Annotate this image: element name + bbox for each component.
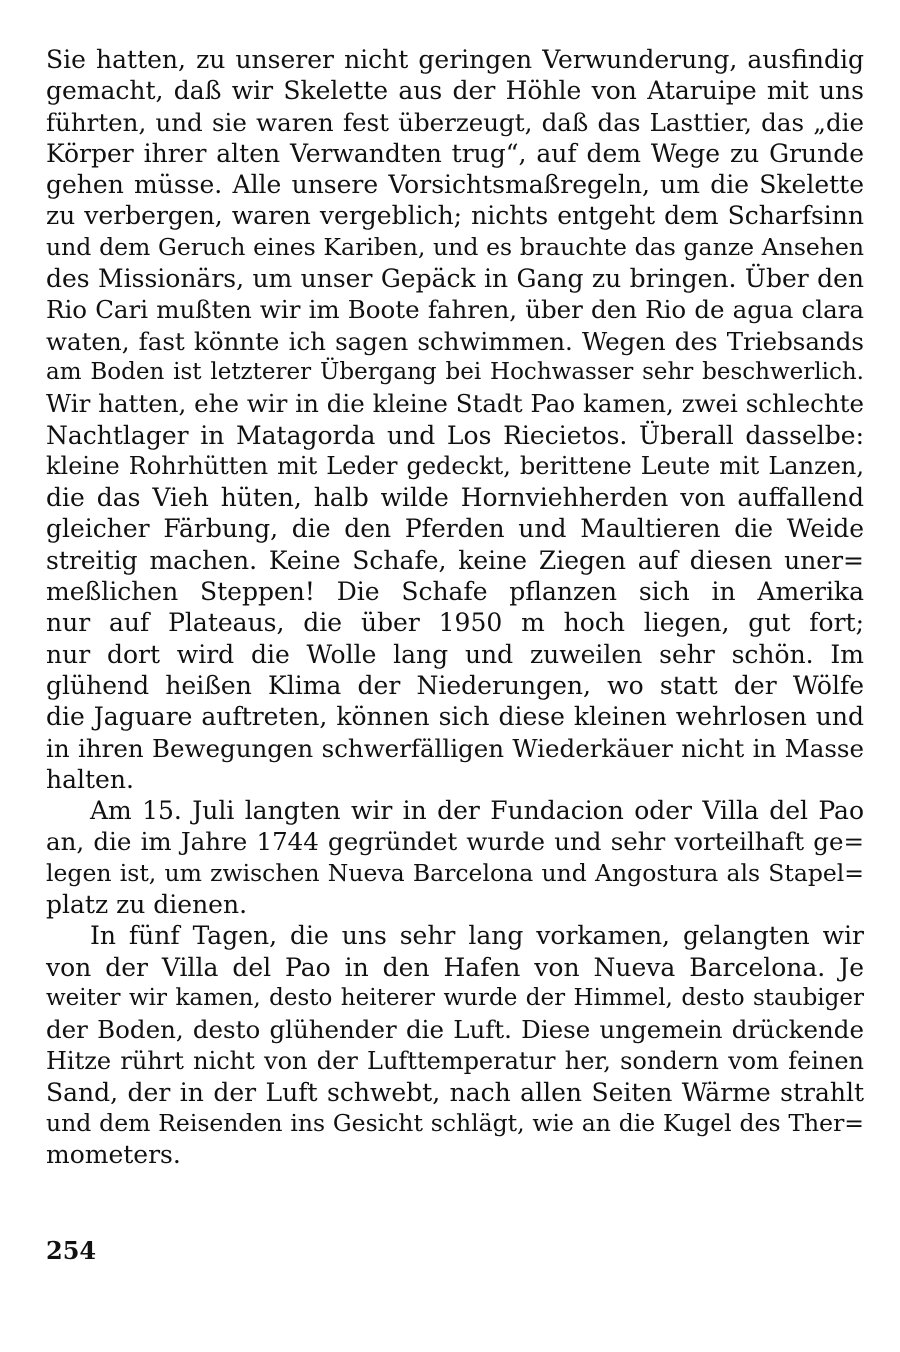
text-line: die Jaguare auftreten, können sich diese kleinen wehrlosen und [46, 702, 864, 732]
text-line: Hitze rührt nicht von der Lufttemperatur her, sondern vom feinen [46, 1046, 864, 1075]
text-line: In fünf Tagen, die uns sehr lang vorkamen, gelangten wir [90, 921, 864, 951]
text-line: Am 15. Juli langten wir in der Fundacion oder Villa del Pao [90, 796, 864, 826]
text-line: am Boden ist letzterer Übergang bei Hochwasser sehr beschwerlich. [46, 358, 864, 385]
text-line: waten, fast könnte ich sagen schwimmen. Wegen des Triebsands [46, 326, 864, 356]
text-line: in ihren Bewegungen schwerfälligen Wiederkäuer nicht in Masse [46, 733, 864, 763]
text-line: des Missionärs, um unser Gepäck in Gang zu bringen. Über den [46, 264, 864, 294]
text-line: an, die im Jahre 1744 gegründet wurde und sehr vorteilhaft ge= [46, 827, 864, 857]
text-line: der Boden, desto glühender die Luft. Diese ungemein drückende [46, 1015, 864, 1045]
paragraph-1 [46, 44, 864, 795]
text-line: gemacht, daß wir Skelette aus der Höhle von Ataruipe mit uns [46, 76, 864, 106]
text-line: von der Villa del Pao in den Hafen von Nueva Barcelona. Je [46, 952, 864, 982]
text-line: meßlichen Steppen! Die Schafe pflanzen sich in Amerika [46, 577, 864, 607]
paragraph-2 [46, 795, 864, 920]
text-line: Wir hatten, ehe wir in die kleine Stadt Pao kamen, zwei schlechte [46, 389, 864, 419]
text-line: Sie hatten, zu unserer nicht geringen Verwunderung, ausfindig [46, 45, 864, 74]
text-line: streitig machen. Keine Schafe, keine Ziegen auf diesen uner= [46, 545, 864, 575]
text-line: legen ist, um zwischen Nueva Barcelona und Angostura als Stapel= [46, 858, 864, 887]
text-line: führten, und sie waren fest überzeugt, daß das Lasttier, das „die [46, 107, 864, 137]
text-line: und dem Reisenden ins Gesicht schlägt, wie an die Kugel des Ther= [46, 1109, 864, 1138]
text-line: Nachtlager in Matagorda und Los Riecietos. Überall dasselbe: [46, 420, 864, 450]
text-line: mometers. [46, 1140, 181, 1170]
text-line: weiter wir kamen, desto heiterer wurde der Himmel, desto staubiger [46, 984, 864, 1011]
text-line: nur auf Plateaus, die über 1950 m hoch liegen, gut fort; [46, 608, 864, 638]
text-line: Rio Cari mußten wir im Boote fahren, über den Rio de agua clara [46, 295, 864, 325]
paragraph-3 [46, 920, 864, 1170]
text-line: nur dort wird die Wolle lang und zuweilen sehr schön. Im [46, 639, 864, 669]
page-number: 254 [46, 1236, 97, 1265]
text-line: gehen müsse. Alle unsere Vorsichtsmaßregeln, um die Skelette [46, 170, 864, 200]
text-line: und dem Geruch eines Kariben, und es brauchte das ganze Ansehen [46, 232, 864, 261]
text-line: Körper ihrer alten Verwandten trug“, auf dem Wege zu Grunde [46, 138, 864, 168]
text-line: Sand, der in der Luft schwebt, nach allen Seiten Wärme strahlt [46, 1077, 864, 1107]
page-text [46, 44, 864, 1171]
text-line: zu verbergen, waren vergeblich; nichts entgeht dem Scharfsinn [46, 201, 864, 231]
text-line: glühend heißen Klima der Niederungen, wo statt der Wölfe [46, 670, 864, 700]
text-line: die das Vieh hüten, halb wilde Hornviehherden von auffallend [46, 483, 864, 513]
text-line: halten. [46, 764, 134, 794]
text-line: platz zu dienen. [46, 890, 248, 920]
text-line: kleine Rohrhütten mit Leder gedeckt, berittene Leute mit Lanzen, [46, 451, 864, 480]
text-line: gleicher Färbung, die den Pferden und Maultieren die Weide [46, 514, 864, 544]
